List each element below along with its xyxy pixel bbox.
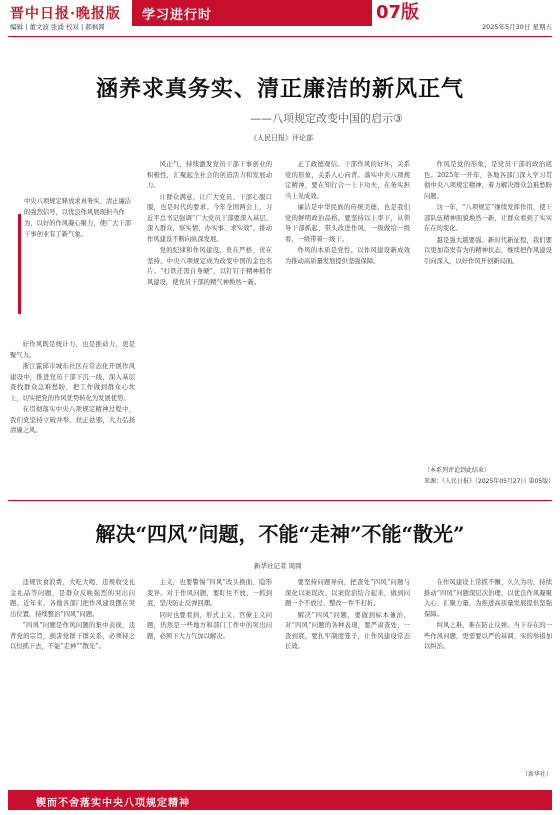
page-number: 07版 [376,2,420,23]
article-divider [8,500,552,501]
paragraph: 廉洁是中华民族的传统美德，也是我们党的鲜明政治品格。要坚持以上率下，从领导干部抓起，带头改进作风，一级做给一级看，一级带着一级干。 [285,204,410,243]
pull-quote: 中央八项规定释放求真务实、清正廉洁的强烈信号，以优良作风展现担当作为，以好的作风凝心聚力，使广大干部干事创业有了新气象。 [24,198,132,238]
article1-column-1 [10,340,135,490]
footer-slogan: 锲而不舍落实中央八项规定精神 [36,798,190,809]
editor-credits: 编辑 | 董文波 张涌 校对 | 郝枫圆 [10,23,105,31]
article2-column-4 [424,578,552,763]
paragraph: 主义，也要警惕“四风”改头换面、隐形变异。对于作风问题，要盯住不放、一抓到底，坚决防止反弹回潮。 [147,579,272,607]
article2-column-1 [10,578,135,783]
section-banner [132,0,372,26]
paragraph: 同时也要看到，形式主义、官僚主义问题，仍然是一些地方和部门工作中的突出问题，必须下大力气加以解决。 [147,611,272,640]
article1-title: 涵养求真务实、清正廉洁的新风正气 [95,76,464,102]
article2-title: 解决“四风”问题，不能“走神”不能“散光” [95,522,465,546]
article1-column-4 [424,160,552,460]
article2-source: （新华社） [521,771,552,778]
newspaper-logo: 晋中日报·晚报版 [10,6,121,22]
footer-banner [8,790,552,810]
paragraph: 越是强大越要强。新时代新征程，我们要以更加奋发有为的精神状态，继续把作风建设引向深入，以好作风开创新局面。 [424,236,552,265]
paragraph: 解决“四风”问题，要做到标本兼治，对“四风”问题的各种表现，要严肃查处、一查到底，要扎牢制度笼子，让作风建设常态长效。 [285,611,410,650]
paragraph: 好作风既是统计力，也是推动力，更是聚气力。 [10,341,135,359]
paragraph: 要坚持问题导向，把查处“四风”问题与深化以案促改、以案促治结合起来，做到问题一个不放过、整改一件不打折。 [285,579,410,607]
paragraph: 作风的本质是党性。以作风建设新成效为推动高质量发展提供坚强保障。 [285,247,410,265]
paragraph: 正了政德观信。干部作风的好坏，关系党的形象，关系人心向背。落实中央八项规定精神，要在知行合一上下功夫，在务实担当上见成效。 [285,161,410,200]
article1-column-2 [147,160,272,495]
article1-subtitle: ——八项规定改变中国的启示③ [250,112,403,125]
paragraph: 作风是党的形象，是党员干部的政治底色。2025年一开年，各地各部门深入学习贯彻中央八项规定精神，着力解决群众急难愁盼问题。 [424,161,552,200]
article1-column-3 [285,160,410,495]
paragraph: 党的纪律和作风建设，贵在严格、贵在坚持。中央八项规定成为改变中国的金色名片。“打铁还需自身硬”，以钉钉子精神抓作风建设，使党员干部的精气神焕然一新。 [147,247,272,286]
paragraph: 在贯彻落实中央八项规定精神过程中，我们党坚持立破并举、扶正祛邪，大力弘扬清廉之风。 [10,406,135,434]
pull-quote-bar [18,214,21,314]
paragraph: 这一年，“八项规定”继续发挥作用，使干部队伍精神面貌焕然一新，让群众看到了实实在在的变化。 [424,204,552,232]
paragraph: 纠风之难，难在防止反弹。当下存在的一些作风问题，更需要以严的基调、实的举措加以纠治。 [424,622,552,650]
article2-byline: 新华社记者 周圆 [254,562,302,570]
article1-source: 来源：《人民日报》（2025年05月27日 第05版） [424,478,555,485]
paragraph: 风正气，持续激发党员干部干事创业的积极性，汇聚起全社会的创造活力和发展动力。 [147,161,272,189]
article2-column-2 [147,578,272,783]
masthead [0,0,560,36]
article1-source-note: （本系列评论到此结束） [424,467,491,474]
article1-byline: 《人民日报》评论部 [250,134,313,142]
paragraph: “四风”问题是作风问题的集中表现，违背党的宗旨，损害党群干群关系，必须持之以恒抓下去，不能“走神”“散光”。 [10,622,135,650]
header-divider [8,36,552,37]
paragraph: 浙江霍邱市城东社区在常态化开展作风建设中，推进党员干部下沉一线，深入基层查找群众急难愁盼，把工作做到群众心坎上，切实把党的作风优势转化为发展优势。 [10,363,135,402]
paragraph: 让群众满意，让广大党员、干部心服口服，也是时代的要求。今年全国两会上，习近平总书记强调“广大党员干部要深入基层、深入群众，察实情、办实事、求实效”，推动作风建设不断向纵深发展。 [147,193,272,243]
section-title: 学习进行时 [142,8,213,23]
article2-column-3 [285,578,410,783]
paragraph: 在作风建设上常抓不懈、久久为功，持续推动“四风”问题深层次治理，以优良作风凝聚人心、汇聚力量，为推进高质量发展提供坚强保障。 [424,579,552,618]
issue-date: 2025年5月30日 星期五 [481,23,552,31]
paragraph: 违规饮食浪费、大吃大喝、违规收受礼金礼品等问题，是群众反映强烈的突出问题。近年来，各地各部门把作风建设摆在突出位置，持续整治“四风”问题。 [10,579,135,618]
